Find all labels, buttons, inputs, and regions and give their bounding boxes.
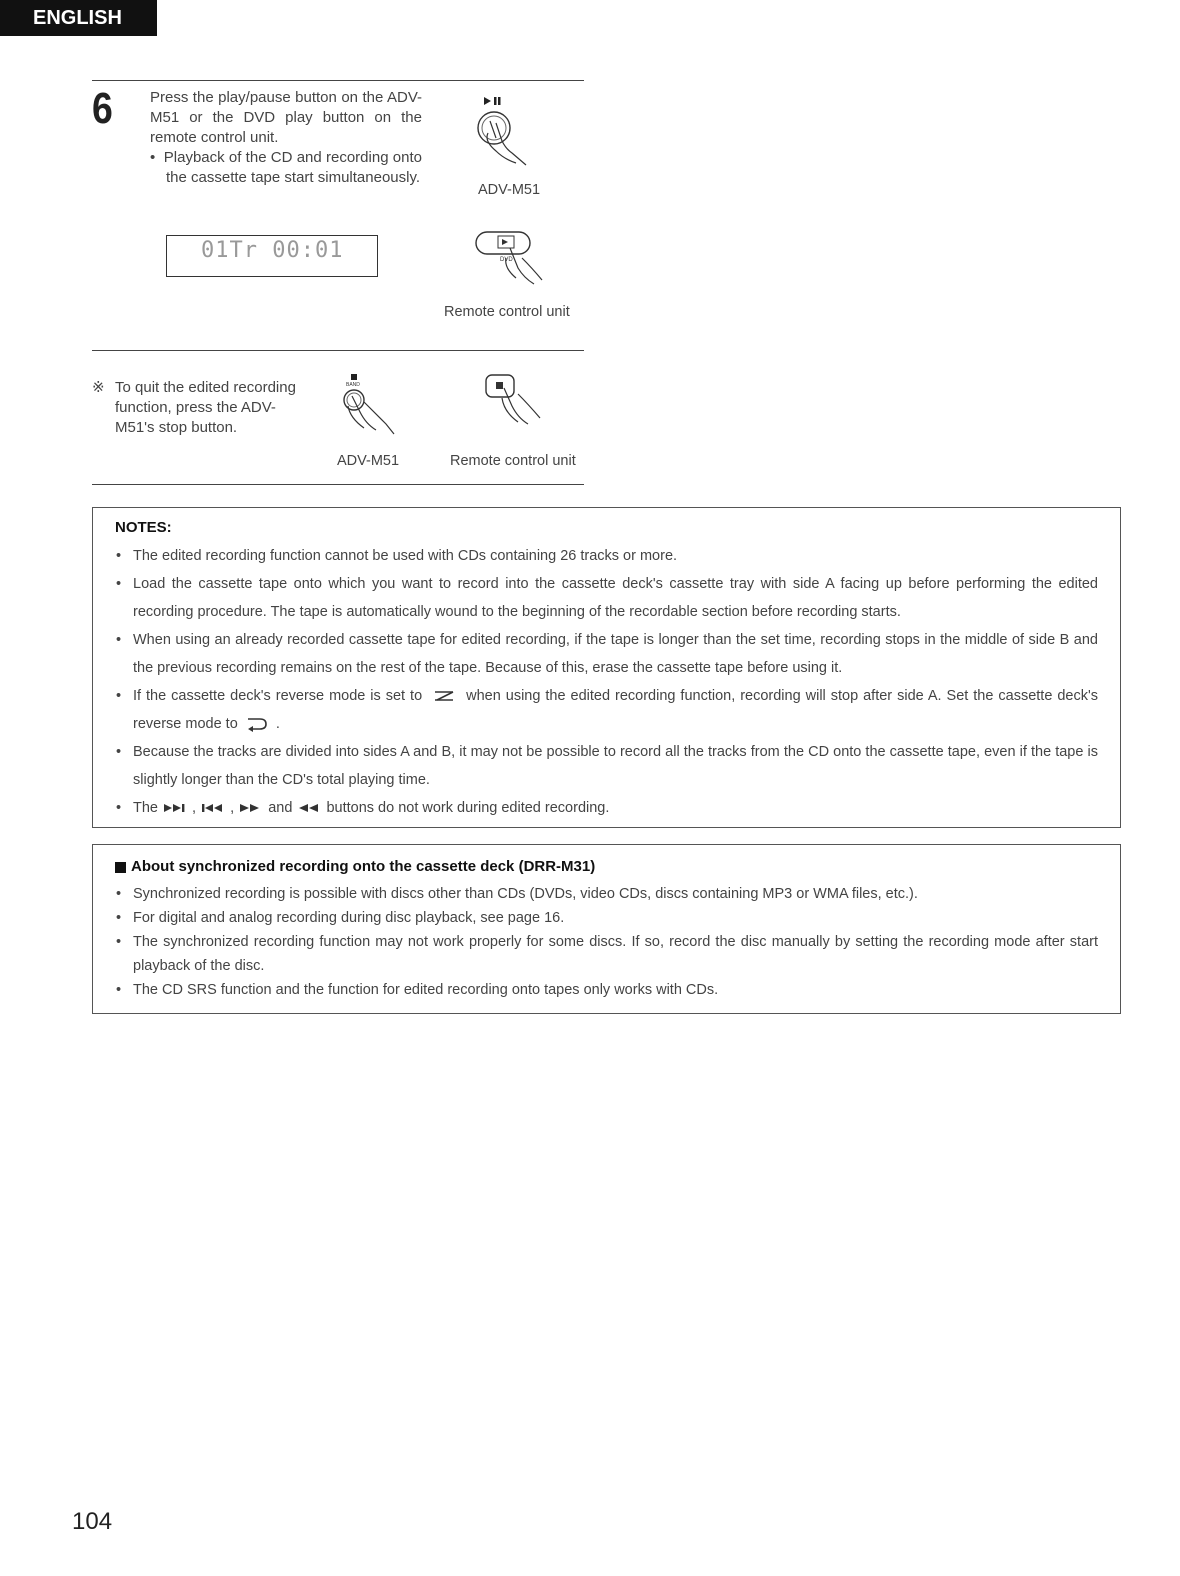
list-item: • The CD SRS function and the function for edited recording onto tapes only works with CDs.	[93, 978, 1120, 1002]
notes-list	[93, 542, 1120, 822]
note-text: .	[275, 716, 280, 732]
sync-title: About synchronized recording onto the cassette deck (DRR-M31)	[131, 858, 596, 875]
list-item: • The , , and buttons do not work during edited recording.	[93, 794, 1120, 822]
quit-text: To quit the edited recording function, press the ADV-M51's stop button.	[115, 379, 296, 436]
note-text: If the cassette deck's reverse mode is set to	[133, 688, 423, 704]
svg-text:DVD: DVD	[500, 257, 513, 263]
skip-forward-icon	[162, 802, 192, 814]
note-text: The	[133, 800, 158, 816]
one-way-reverse-icon	[427, 689, 461, 703]
quit-instructions	[92, 378, 302, 438]
stop-icon	[496, 382, 503, 389]
list-item	[93, 682, 1120, 738]
remote-play-button-illustration	[472, 228, 558, 288]
divider	[92, 80, 584, 81]
notes-box	[92, 507, 1121, 828]
play-pause-button-illustration	[466, 93, 544, 173]
stop-button-illustration	[336, 372, 406, 444]
fast-forward-icon	[238, 802, 264, 814]
list-item: • The synchronized recording function may not work properly for some discs. If so, record the disc manually by setting the recording mode after start playback of the disc.	[93, 930, 1120, 978]
note-text: buttons do not work during edited recording.	[326, 800, 610, 816]
step-instructions	[150, 88, 422, 188]
play-pause-icon	[484, 97, 501, 105]
list-item: • Synchronized recording is possible with discs other than CDs (DVDs, video CDs, discs containing MP3 or WMA files, etc.).	[93, 882, 1120, 906]
step-bullet: • Playback of the CD and recording onto the cassette tape start simultaneously.	[150, 149, 422, 186]
reference-mark: ※	[92, 379, 105, 396]
skip-back-icon	[200, 802, 230, 814]
svg-text:BAND: BAND	[346, 382, 360, 388]
step-bullet-text: Playback of the CD and recording onto the cassette tape start simultaneously.	[163, 149, 422, 186]
step-line: Press the play/pause button on the ADV-M51 or the DVD play button on the remote control unit.	[150, 89, 422, 146]
unit-label: ADV-M51	[337, 453, 400, 469]
remote-label: Remote control unit	[444, 304, 570, 320]
note-text: and	[268, 800, 293, 816]
unit-label: ADV-M51	[478, 182, 541, 198]
step-number: 6	[92, 84, 113, 133]
language-tab: ENGLISH	[0, 0, 157, 36]
remote-stop-button-illustration	[482, 372, 552, 436]
remote-label: Remote control unit	[450, 453, 576, 469]
list-item: • The edited recording function cannot be used with CDs containing 26 tracks or more.	[93, 542, 1120, 570]
note-text: when using the edited recording function, recording will stop after side A. Set the cassette deck's reverse mode to	[133, 688, 1099, 732]
list-item: • When using an already recorded cassette tape for edited recording, if the tape is longer than the set time, recording stops in the middle of side B and the previous recording remains on the rest of the tape. Because of this, erase the cassette tape before using it.	[93, 626, 1120, 682]
list-item: • Because the tracks are divided into sides A and B, it may not be possible to record all the tracks from the CD onto the cassette tape, even if the tape is slightly longer than the CD's total playing time.	[93, 738, 1120, 794]
stop-icon	[351, 374, 357, 380]
list-item: • For digital and analog recording during disc playback, see page 16.	[93, 906, 1120, 930]
divider	[92, 350, 584, 351]
sync-title-row	[115, 857, 1120, 877]
divider	[92, 484, 584, 485]
continuous-reverse-icon	[242, 716, 272, 732]
rewind-icon	[296, 802, 322, 814]
square-bullet-icon	[115, 862, 126, 873]
display-panel: 01Tr 00:01	[166, 235, 378, 277]
sync-list	[93, 882, 1120, 1002]
list-item: • Load the cassette tape onto which you want to record into the cassette deck's cassette tray with side A facing up before performing the edited recording procedure. The tape is automatically wound to the beginning of the recordable section before recording starts.	[93, 570, 1120, 626]
page-number: 104	[72, 1508, 113, 1535]
notes-title: NOTES:	[115, 519, 172, 536]
sync-recording-box	[92, 844, 1121, 1014]
